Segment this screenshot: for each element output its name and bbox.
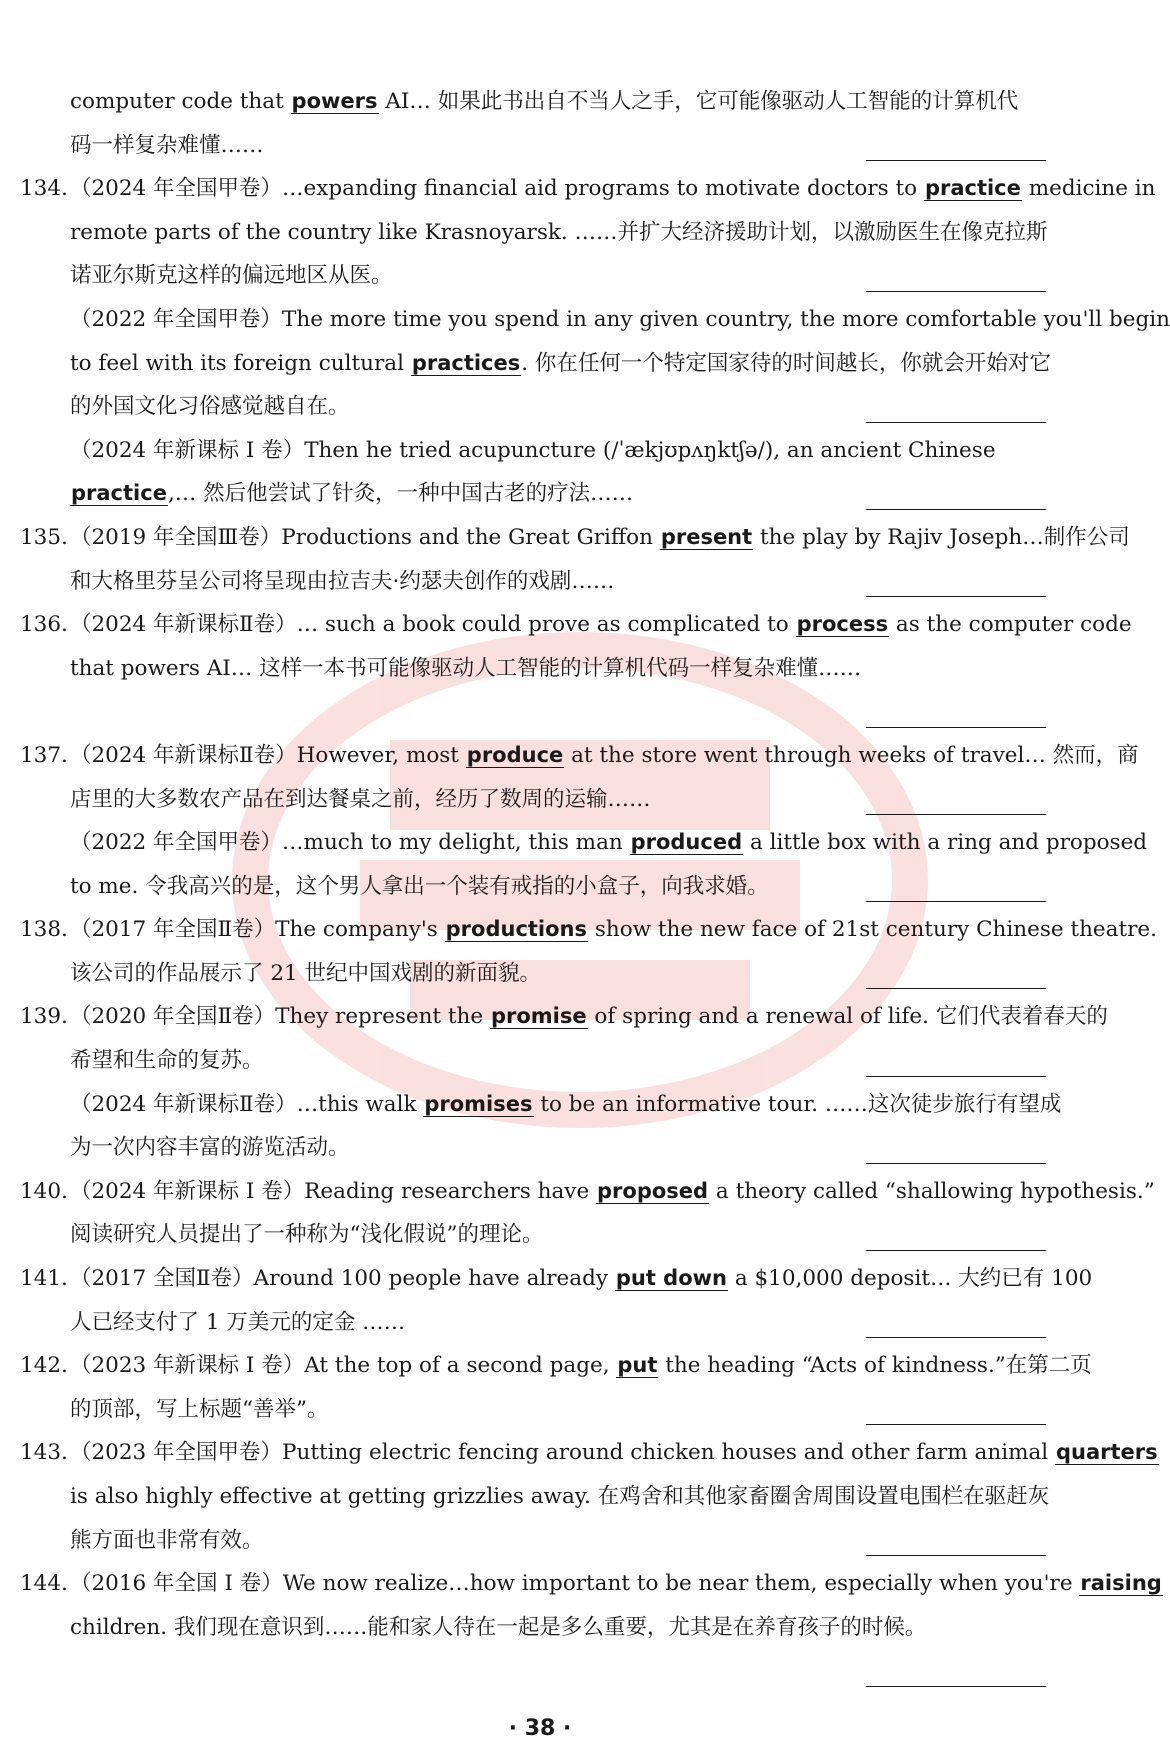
entry-line [0, 1388, 1080, 1432]
keyword-underlined: promises [424, 1091, 533, 1116]
entry-line [0, 1519, 1080, 1563]
sentence-text: （2023 年新课标 Ⅰ 卷）At the top of a second page, [70, 1353, 617, 1379]
entry-line [0, 254, 1080, 298]
answer-blank[interactable] [866, 901, 1046, 902]
entry-number: 142. [20, 1353, 68, 1379]
answer-blank[interactable] [866, 1250, 1046, 1251]
sentence-text: the play by Rajiv Joseph…制作公司 [753, 524, 1130, 550]
entry-line [0, 1213, 1080, 1257]
sentence-text: medicine in [1021, 176, 1156, 202]
sentence-text: 和大格里芬呈公司将呈现由拉吉夫·约瑟夫创作的戏剧…… [70, 568, 615, 594]
sentence-text: a theory called “shallowing hypothesis.” [709, 1178, 1155, 1204]
entry-line [0, 1039, 1080, 1083]
sentence-text: ,… 然后他尝试了针灸，一种中国古老的疗法…… [167, 481, 634, 507]
answer-blank[interactable] [866, 1337, 1046, 1338]
exercise-entry [0, 1344, 1092, 1431]
sentence-text: （2024 年新课标 Ⅰ 卷）Then he tried acupuncture (/ˈækjʊpʌŋktʃə/), an ancient Chinese [70, 437, 996, 463]
page-number: · 38 · [508, 1716, 572, 1741]
exercise-entry [0, 1257, 1093, 1344]
sentence-text: to be an informative tour. ……这次徒步旅行有望成 [533, 1091, 1062, 1117]
entry-number: 141. [20, 1266, 68, 1292]
entry-line [0, 1083, 1080, 1127]
keyword-underlined: practice [71, 481, 167, 506]
exercise-entry [0, 516, 1130, 603]
entry-line [0, 1649, 1080, 1693]
sentence-text: （2024 年新课标Ⅱ卷）…this walk [70, 1091, 424, 1117]
answer-blank[interactable] [866, 596, 1046, 597]
exercise-list [0, 80, 1170, 1693]
sentence-text: 店里的大多数农产品在到达餐桌之前，经历了数周的运输…… [70, 786, 651, 812]
entry-line [0, 734, 1139, 778]
answer-blank[interactable] [866, 291, 1046, 292]
entry-line [0, 80, 1080, 124]
sentence-text: as the computer code [889, 612, 1132, 638]
entry-line [0, 211, 1080, 255]
sentence-text: （2024 年新课标Ⅱ卷）… such a book could prove as complicated to [70, 612, 796, 638]
keyword-underlined: proposed [597, 1178, 709, 1203]
entry-line [0, 1562, 1162, 1606]
keyword-underlined: raising [1080, 1571, 1162, 1596]
keyword-underlined: practice [924, 176, 1021, 201]
entry-line [0, 342, 1080, 386]
sentence-text: 码一样复杂难懂…… [70, 132, 264, 158]
answer-blank[interactable] [866, 1424, 1046, 1425]
entry-line [0, 1431, 1158, 1475]
answer-blank[interactable] [866, 727, 1046, 728]
sentence-text: . 你在任何一个特定国家待的时间越长，你就会开始对它 [521, 350, 1051, 376]
sentence-text: the heading “Acts of kindness.”在第二页 [658, 1353, 1092, 1379]
answer-blank[interactable] [866, 1163, 1046, 1164]
entry-number: 140. [20, 1178, 68, 1204]
sentence-text: 人已经支付了 1 万美元的定金 …… [70, 1309, 406, 1335]
entry-line [0, 1301, 1080, 1345]
sentence-text: computer code that [70, 89, 291, 114]
exercise-entry [0, 298, 1170, 429]
keyword-underlined: practices [411, 350, 521, 375]
exercise-entry [0, 80, 1080, 167]
exercise-entry [0, 1170, 1155, 1257]
entry-number: 139. [20, 1004, 68, 1030]
entry-line [0, 516, 1130, 560]
keyword-underlined: present [660, 524, 753, 549]
exercise-entry [0, 1083, 1080, 1170]
sentence-text: （2019 年全国Ⅲ卷）Productions and the Great Griffon [70, 524, 660, 550]
sentence-text: 诺亚尔斯克这样的偏远地区从医。 [70, 263, 393, 289]
entry-number: 134. [20, 176, 68, 202]
sentence-text: （2017 年全国Ⅱ卷）The company's [70, 917, 445, 943]
sentence-text: （2017 全国Ⅱ卷）Around 100 people have already [70, 1266, 615, 1292]
exercise-entry [0, 821, 1148, 908]
exercise-entry [0, 995, 1108, 1082]
sentence-text: 阅读研究人员提出了一种称为“浅化假说”的理论。 [70, 1222, 544, 1248]
answer-blank[interactable] [866, 988, 1046, 989]
sentence-text: of spring and a renewal of life. 它们代表着春天的 [587, 1004, 1108, 1030]
keyword-underlined: powers [291, 89, 378, 113]
sentence-text: （2023 年全国甲卷）Putting electric fencing around chicken houses and other farm animal [70, 1440, 1055, 1466]
entry-line [0, 908, 1157, 952]
answer-blank[interactable] [866, 1686, 1046, 1687]
exercise-entry [0, 1562, 1162, 1693]
entry-line [0, 385, 1080, 429]
sentence-text: a little box with a ring and proposed [743, 830, 1148, 856]
keyword-underlined: productions [445, 917, 588, 942]
exercise-entry [0, 429, 1080, 516]
sentence-text: 该公司的作品展示了 21 世纪中国戏剧的新面貌。 [70, 960, 542, 986]
sentence-text: a $10,000 deposit… 大约已有 100 [728, 1266, 1093, 1292]
entry-number: 144. [20, 1571, 68, 1597]
answer-blank[interactable] [866, 1076, 1046, 1077]
entry-number: 135. [20, 524, 68, 550]
sentence-text: （2022 年全国甲卷）…much to my delight, this man [70, 830, 630, 856]
entry-line [0, 865, 1080, 909]
sentence-text: （2024 年新课标 Ⅰ 卷）Reading researchers have [70, 1178, 597, 1204]
entry-line [0, 124, 1080, 168]
answer-blank[interactable] [866, 509, 1046, 510]
keyword-underlined: produce [466, 742, 564, 767]
sentence-text: （2022 年全国甲卷）The more time you spend in any given country, the more comfortable you'll begin [70, 306, 1170, 332]
exercise-entry [0, 908, 1157, 995]
sentence-text: 熊方面也非常有效。 [70, 1527, 264, 1553]
answer-blank[interactable] [866, 160, 1046, 161]
entry-line [0, 821, 1148, 865]
exercise-entry [0, 603, 1132, 734]
sentence-text: 的外国文化习俗感觉越自在。 [70, 394, 350, 420]
keyword-underlined: process [796, 612, 889, 637]
entry-number: 138. [20, 917, 68, 943]
answer-blank[interactable] [866, 422, 1046, 423]
entry-line [0, 298, 1170, 342]
sentence-text: （2020 年全国Ⅱ卷）They represent the [70, 1004, 490, 1030]
exercise-entry [0, 1431, 1158, 1562]
answer-blank[interactable] [866, 814, 1046, 815]
keyword-underlined: produced [630, 830, 743, 855]
sentence-text: children. 我们现在意识到……能和家人待在一起是多么重要，尤其是在养育孩子的时候。 [70, 1614, 927, 1640]
entry-line [0, 778, 1080, 822]
entry-line [0, 1606, 1080, 1650]
entry-number: 143. [20, 1440, 68, 1466]
sentence-text: is also highly effective at getting grizzlies away. 在鸡舍和其他家畜圈舍周围设置电围栏在驱赶灰 [70, 1484, 1050, 1509]
entry-line [0, 1170, 1155, 1214]
entry-line [0, 472, 1080, 516]
sentence-text: to me. 令我高兴的是，这个男人拿出一个装有戒指的小盒子，向我求婚。 [70, 873, 769, 899]
entry-line [0, 647, 1080, 691]
sentence-text: （2016 年全国 Ⅰ 卷）We now realize…how important to be near them, especially when you're [70, 1571, 1080, 1597]
sentence-text: at the store went through weeks of travel… 然而，商 [564, 742, 1139, 768]
entry-line [0, 603, 1132, 647]
sentence-text: that powers AI… 这样一本书可能像驱动人工智能的计算机代码一样复杂难懂…… [70, 655, 862, 681]
keyword-underlined: promise [490, 1004, 587, 1029]
sentence-text: （2024 年新课标Ⅱ卷）However, most [70, 742, 466, 768]
entry-line [0, 429, 1080, 473]
sentence-text: 为一次内容丰富的游览活动。 [70, 1135, 350, 1161]
keyword-underlined: put down [615, 1266, 727, 1291]
entry-line [0, 167, 1156, 211]
entry-line [0, 995, 1108, 1039]
entry-line [0, 1257, 1093, 1301]
entry-number: 137. [20, 742, 68, 768]
entry-line [0, 560, 1080, 604]
sentence-text: 的顶部，写上标题“善举”。 [70, 1396, 329, 1422]
keyword-underlined: put [617, 1353, 658, 1378]
entry-line [0, 1344, 1092, 1388]
entry-number: 136. [20, 612, 68, 638]
entry-line [0, 1475, 1080, 1519]
exercise-entry [0, 734, 1139, 821]
entry-line [0, 1126, 1080, 1170]
keyword-underlined: quarters [1055, 1440, 1158, 1465]
exercise-entry [0, 167, 1156, 298]
sentence-text: to feel with its foreign cultural [70, 350, 411, 376]
entry-line [0, 952, 1080, 996]
sentence-text: （2024 年全国甲卷）…expanding financial aid programs to motivate doctors to [70, 176, 924, 202]
answer-blank[interactable] [866, 1555, 1046, 1556]
sentence-text: remote parts of the country like Krasnoyarsk. ……并扩大经济援助计划，以激励医生在像克拉斯 [70, 219, 1048, 245]
sentence-text: show the new face of 21st century Chinese theatre. [588, 917, 1157, 943]
sentence-text: AI… 如果此书出自不当人之手，它可能像驱动人工智能的计算机代 [378, 89, 1019, 114]
entry-line [0, 690, 1080, 734]
sentence-text: 希望和生命的复苏。 [70, 1048, 264, 1074]
